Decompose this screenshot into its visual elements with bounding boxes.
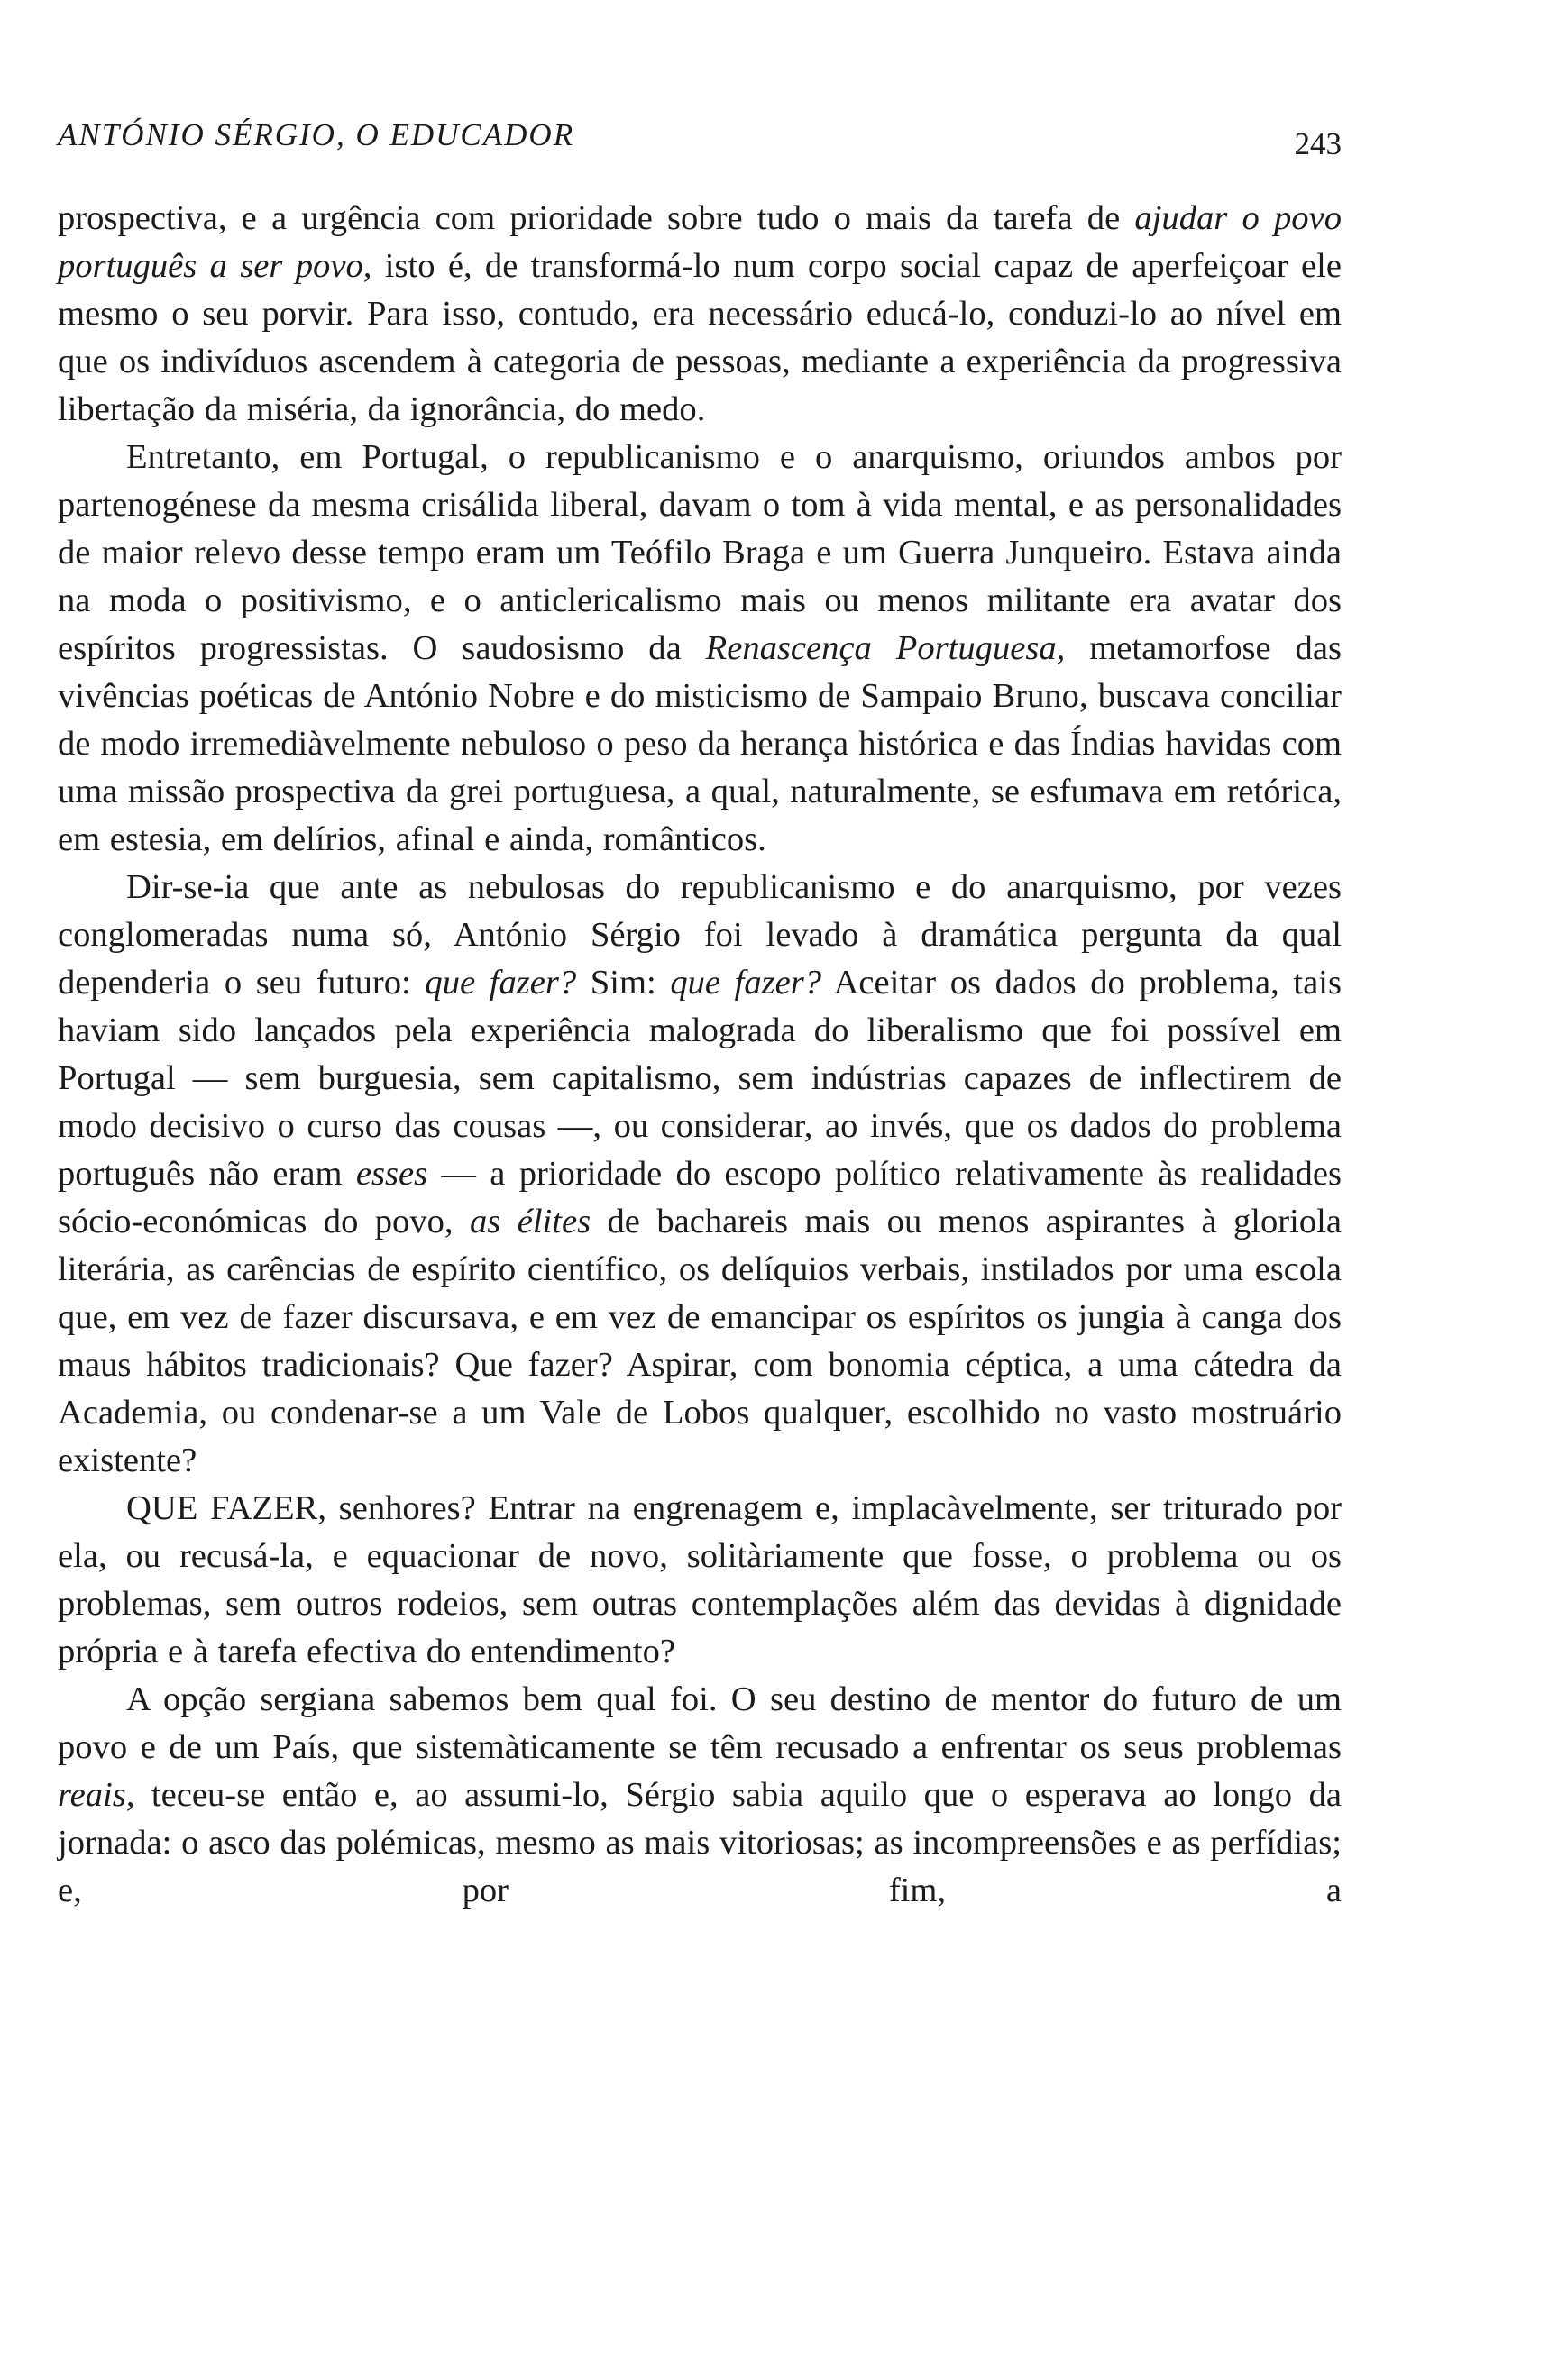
- italic-text: reais,: [58, 1776, 135, 1814]
- paragraph: [58, 195, 1342, 434]
- italic-text: esses: [355, 1155, 428, 1193]
- text-run: isto é, de transformá-lo num corpo social capaz de aperfeiçoar ele mesmo o seu porvir. Para isso, contudo, era necessário educá-lo, conduzi-lo ao nível em que os indivíduos ascendem à categoria de pessoas, mediante a experiência da progressiva libertação da miséria, da ignorância, do medo.: [58, 247, 1342, 428]
- paragraph: [58, 434, 1342, 864]
- text-run: de bachareis mais ou menos aspirantes à gloriola literária, as carências de espírito científico, os delíquios verbais, instilados por uma escola que, em vez de fazer discursava, e em vez de emancipar os espíritos os jungia à canga dos maus hábitos tradicionais? Que fazer? Aspirar, com bonomia céptica, a uma cátedra da Academia, ou condenar-se a um Vale de Lobos qualquer, escolhido no vasto mostruário existente?: [58, 1203, 1342, 1479]
- text-run: Aceitar os dados do problema, tais haviam sido lançados pela experiência malograda do liberalismo que foi possível em Portugal — sem burguesia, sem capitalismo, sem indústrias capazes de inflectirem de modo decisivo o curso das cousas —, ou considerar, ao invés, que os dados do problema português não eram: [58, 964, 1342, 1193]
- book-page: [58, 106, 1342, 1915]
- text-run: QUE FAZER, senhores? Entrar na engrenagem e, implacàvelmente, ser triturado por ela, ou recusá-la, e equacionar de novo, solitàriamente que fosse, o problema ou os problemas, sem outros rodeios, sem outras contemplações além das devidas à dignidade própria e à tarefa efectiva do entendimento?: [58, 1489, 1342, 1671]
- paragraph: [58, 1676, 1342, 1915]
- italic-text: que fazer?: [670, 964, 822, 1002]
- running-title: ANTÓNIO SÉRGIO, O EDUCADOR: [58, 117, 575, 152]
- text-run: prospectiva, e a urgência com prioridade sobre tudo o mais da tarefa de: [58, 199, 1135, 237]
- text-run: — a prioridade do escopo político relativamente às realidades sócio-económicas do povo,: [58, 1155, 1342, 1240]
- page-number: 243: [1294, 126, 1342, 161]
- italic-text: ajudar o povo português a ser povo,: [58, 199, 1342, 285]
- text-run: metamorfose das vivências poéticas de António Nobre e do misticismo de Sampaio Bruno, buscava conciliar de modo irremediàvelmente nebuloso o peso da herança histórica e das Índias havidas com uma missão prospectiva da grei portuguesa, a qual, naturalmente, se esfumava em retórica, em estesia, em delírios, afinal e ainda, românticos.: [58, 629, 1342, 858]
- italic-text: as élites: [469, 1203, 591, 1240]
- text-run: A opção sergiana sabemos bem qual foi. O seu destino de mentor do futuro de um povo e de um País, que sistemàticamente se têm recusado a enfrentar os seus problemas: [58, 1680, 1342, 1766]
- text-run: teceu-se então e, ao assumi-lo, Sérgio sabia aquilo que o esperava ao longo da jornada: o asco das polémicas, mesmo as mais vitoriosas; as incompreensões e as perfídias; e, por fim, a: [58, 1776, 1342, 1909]
- text-run: Entretanto, em Portugal, o republicanismo e o anarquismo, oriundos ambos por partenogénese da mesma crisálida liberal, davam o tom à vida mental, e as personalidades de maior relevo desse tempo eram um Teófilo Braga e um Guerra Junqueiro. Estava ainda na moda o positivismo, e o anticlericalismo mais ou menos militante era avatar dos espíritos progressistas. O saudosismo da: [58, 438, 1342, 667]
- body-text: [58, 195, 1342, 1915]
- italic-text: que fazer?: [425, 964, 577, 1002]
- italic-text: Renascença Portuguesa,: [705, 629, 1066, 667]
- paragraph: [58, 1485, 1342, 1676]
- text-run: Sim:: [576, 964, 671, 1002]
- text-run: Dir-se-ia que ante as nebulosas do republicanismo e do anarquismo, por vezes conglomeradas numa só, António Sérgio foi levado à dramática pergunta da qual dependeria o seu futuro:: [58, 868, 1342, 1002]
- running-head: [58, 106, 1342, 169]
- paragraph: [58, 864, 1342, 1485]
